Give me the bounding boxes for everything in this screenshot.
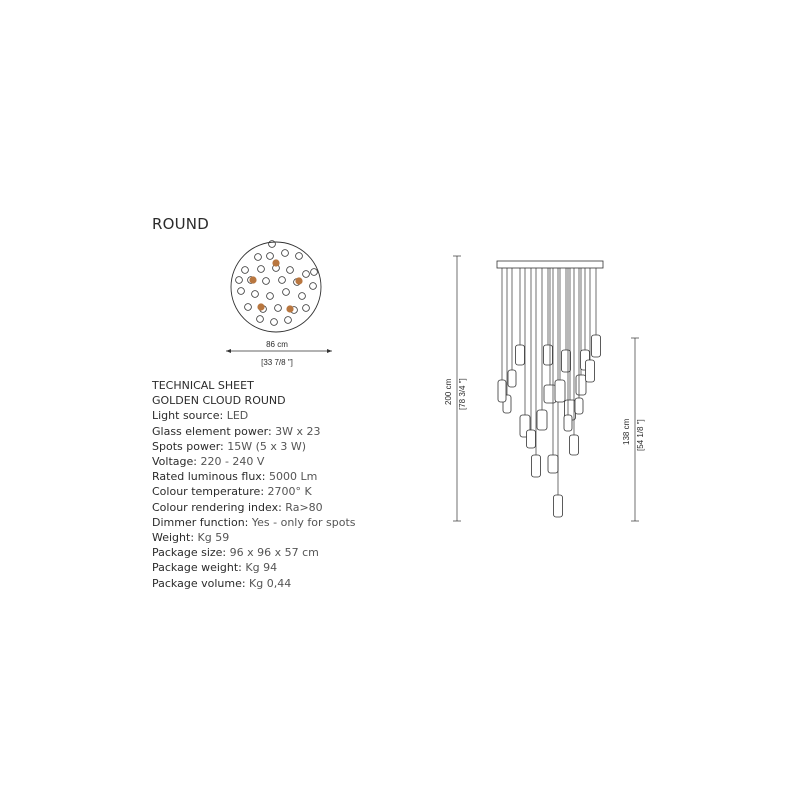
glass-element-dot <box>267 293 274 300</box>
spot-dot <box>286 305 293 312</box>
glass-pendant <box>592 335 601 357</box>
glass-pendant <box>562 350 571 372</box>
width-label <box>232 340 322 367</box>
spec-row <box>152 454 392 469</box>
total-height-in: [78 3/4 "] <box>458 378 467 410</box>
spec-row <box>152 439 392 454</box>
width-in: [33 7/8 "] <box>261 358 293 367</box>
spec-key: Colour temperature: <box>152 485 268 499</box>
glass-element-dot <box>299 293 306 300</box>
spec-key: Voltage: <box>152 455 201 469</box>
glass-element-dot <box>242 267 249 274</box>
sheet-heading: TECHNICAL SHEET <box>152 379 254 392</box>
spec-row <box>152 469 392 484</box>
spec-row <box>152 576 392 591</box>
canopy <box>497 261 603 268</box>
glass-element-dot <box>271 319 278 326</box>
glass-element-dot <box>267 253 274 260</box>
glass-pendant <box>532 455 541 477</box>
glass-pendant <box>555 380 565 402</box>
glass-pendant <box>548 455 558 473</box>
spot-dot <box>272 259 279 266</box>
spec-value: 96 x 96 x 57 cm <box>229 546 319 560</box>
glass-element-dot <box>275 305 282 312</box>
glass-element-dot <box>255 254 262 261</box>
canopy-outline <box>231 242 321 332</box>
glass-element-dot <box>303 271 310 278</box>
spot-dot <box>257 303 264 310</box>
product-name: GOLDEN CLOUD ROUND <box>152 394 286 408</box>
spec-key: Dimmer function: <box>152 515 252 529</box>
glass-element-dot <box>282 250 289 257</box>
glass-element-dot <box>283 289 290 296</box>
spec-key: Package volume: <box>152 576 250 590</box>
glass-element-dot <box>263 278 270 285</box>
spec-key: Light source: <box>152 409 227 423</box>
glass-element-dot <box>285 317 292 324</box>
spec-row <box>152 500 392 515</box>
spec-value: Yes - only for spots <box>251 515 356 529</box>
spec-key: Weight: <box>152 531 198 545</box>
technical-sheet <box>152 378 392 591</box>
glass-element-dot <box>287 267 294 274</box>
glass-pendant <box>575 398 583 414</box>
glass-pendant <box>527 430 536 448</box>
glass-element-dot <box>310 283 317 290</box>
glass-element-dot <box>257 316 264 323</box>
glass-element-dot <box>269 241 276 248</box>
drop-height-cm: 138 cm <box>622 418 631 445</box>
spec-row <box>152 515 392 530</box>
glass-pendant <box>570 435 579 455</box>
glass-pendant <box>537 410 547 430</box>
glass-element-dot <box>236 277 243 284</box>
spec-key: Package size: <box>152 546 230 560</box>
spec-value: Ra>80 <box>285 500 323 514</box>
spot-dot <box>295 277 302 284</box>
width-cm: 86 cm <box>266 340 288 349</box>
spec-key: Colour rendering index: <box>152 500 286 514</box>
spec-row <box>152 560 392 575</box>
spec-row <box>152 408 392 423</box>
spec-key: Package weight: <box>152 561 246 575</box>
glass-element-dot <box>245 304 252 311</box>
side-view-drawing <box>440 250 660 530</box>
glass-pendant <box>516 345 525 365</box>
page-title: ROUND <box>152 215 209 233</box>
spec-value: 220 - 240 V <box>200 455 265 469</box>
spec-value: Kg 0,44 <box>249 576 292 590</box>
glass-pendant <box>586 360 595 382</box>
glass-pendant <box>554 495 563 517</box>
glass-pendant <box>576 375 586 395</box>
glass-element-dot <box>311 269 318 276</box>
glass-element-dot <box>252 291 259 298</box>
glass-element-dot <box>279 277 286 284</box>
glass-pendant <box>544 385 556 403</box>
spec-key: Rated luminous flux: <box>152 470 270 484</box>
spec-key: Spots power: <box>152 439 228 453</box>
glass-pendant <box>498 380 506 402</box>
spec-value: 3W x 23 <box>275 424 321 438</box>
spec-value: 5000 Lm <box>269 470 318 484</box>
glass-pendant <box>544 345 553 365</box>
glass-element-dot <box>238 288 245 295</box>
total-height-cm: 200 cm <box>444 378 453 405</box>
spec-row <box>152 424 392 439</box>
glass-pendant <box>564 415 572 431</box>
spec-key: Glass element power: <box>152 424 276 438</box>
glass-pendant <box>508 370 516 387</box>
spec-value: LED <box>226 409 249 423</box>
spec-value: 15W (5 x 3 W) <box>227 439 307 453</box>
spec-row <box>152 530 392 545</box>
spec-value: 2700° K <box>267 485 312 499</box>
spec-row <box>152 484 392 499</box>
spot-dot <box>249 276 256 283</box>
glass-element-dot <box>258 266 265 273</box>
glass-element-dot <box>296 253 303 260</box>
spec-value: Kg 59 <box>197 531 230 545</box>
drop-height-in: [54 1/8 "] <box>636 419 645 451</box>
glass-element-dot <box>303 305 310 312</box>
spec-row <box>152 545 392 560</box>
spec-value: Kg 94 <box>245 561 278 575</box>
